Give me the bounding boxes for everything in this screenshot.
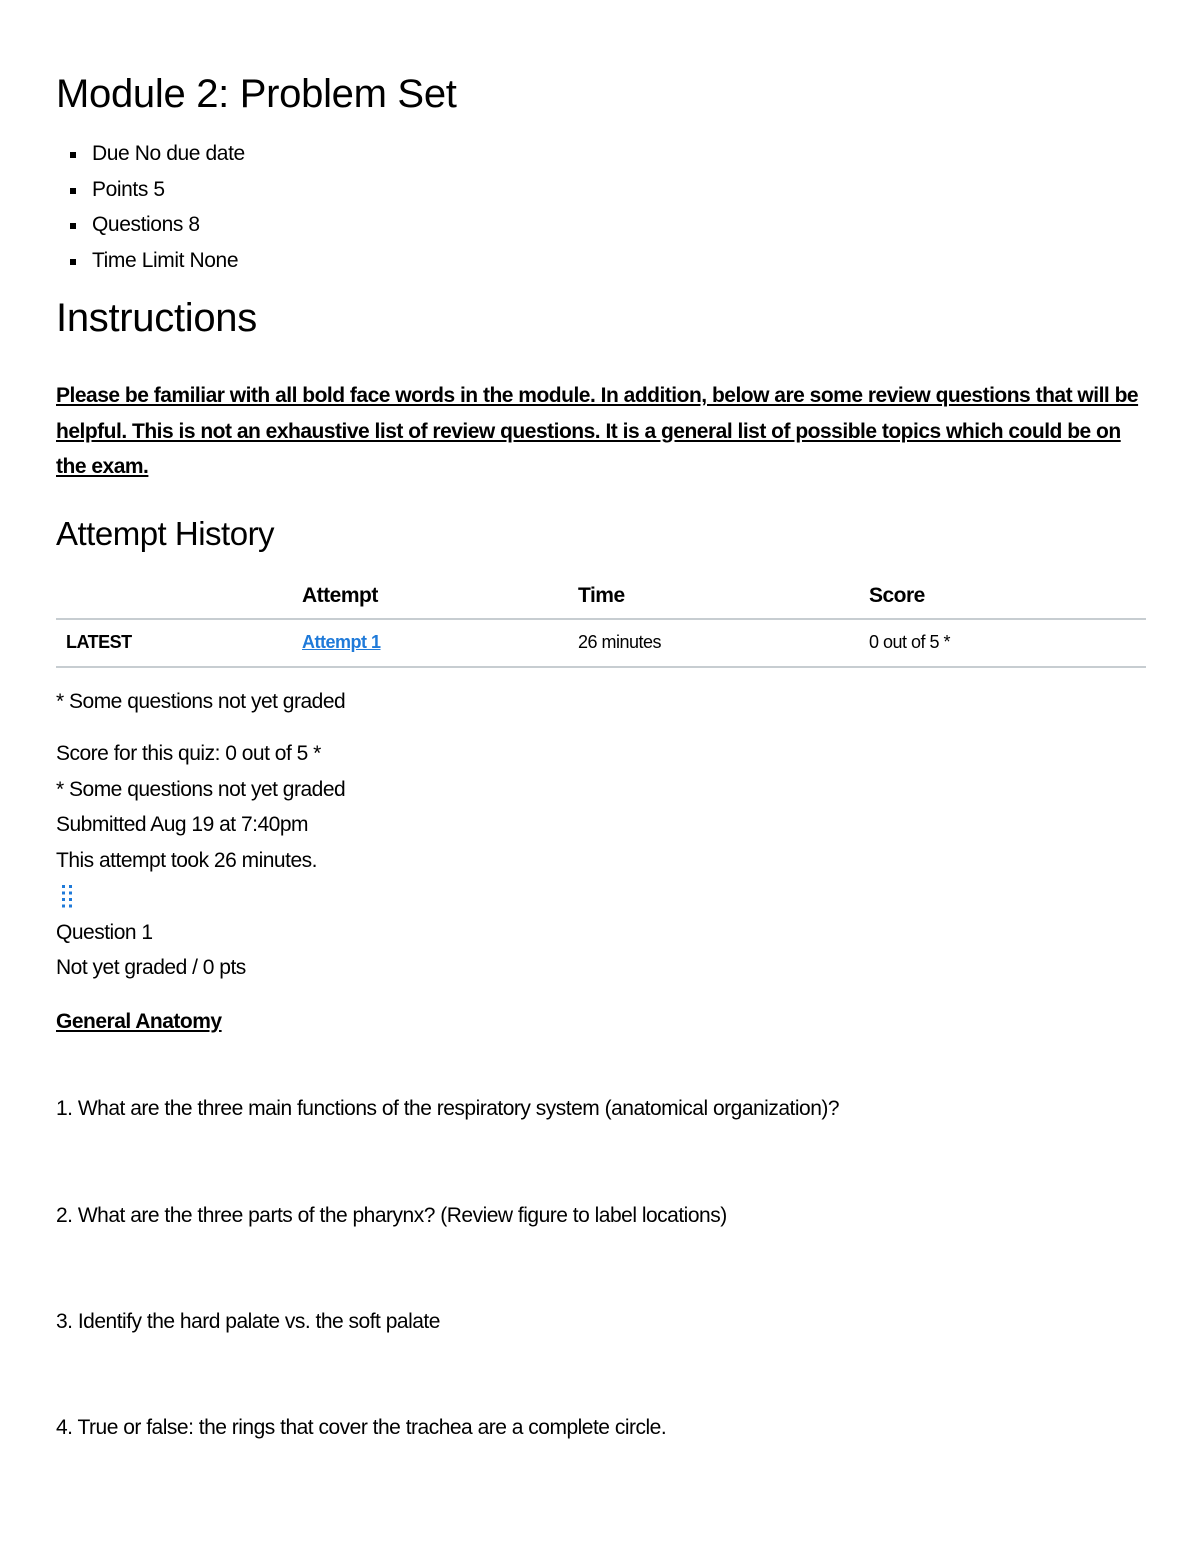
meta-questions-label: Questions xyxy=(92,213,183,236)
attempt-cell xyxy=(302,632,381,653)
question-item: 3. Identify the hard palate vs. the soft palate xyxy=(56,1310,440,1333)
table-header-row xyxy=(56,572,1146,620)
column-header-attempt: Attempt xyxy=(302,584,378,607)
section-title: General Anatomy xyxy=(56,1010,222,1033)
table-row xyxy=(56,620,1146,668)
question-item: 2. What are the three parts of the pharynx? (Review figure to label locations) xyxy=(56,1204,727,1227)
bullet-icon xyxy=(70,259,76,265)
meta-points-label: Points xyxy=(92,177,148,201)
column-header-score: Score xyxy=(869,584,925,607)
meta-points xyxy=(56,176,245,212)
submitted-time: Submitted Aug 19 at 7:40pm xyxy=(56,813,309,836)
quiz-score: Score for this quiz: 0 out of 5 * xyxy=(56,742,321,765)
quiz-meta-list xyxy=(56,140,245,282)
ungraded-note: * Some questions not yet graded xyxy=(56,690,346,713)
score-cell: 0 out of 5 * xyxy=(869,632,951,652)
meta-questions-value: 8 xyxy=(188,213,200,236)
attempt-duration: This attempt took 26 minutes. xyxy=(56,849,317,872)
meta-due xyxy=(56,140,245,176)
column-header-time: Time xyxy=(578,584,625,607)
instructions-text: Please be familiar with all bold face words in the module. In addition, below are some review questions that will be helpful. This is not an exhaustive list of review questions. It is a general list of possible topics which could be on the exam. xyxy=(56,384,1139,478)
meta-questions xyxy=(56,211,245,247)
bullet-icon xyxy=(70,152,76,158)
meta-points-value: 5 xyxy=(153,177,165,201)
bullet-icon xyxy=(70,223,76,229)
question-status: Not yet graded / 0 pts xyxy=(56,956,246,979)
attempt-history-table xyxy=(56,572,1146,668)
bullet-icon xyxy=(70,188,76,194)
attempt-1-link[interactable]: Attempt 1 xyxy=(302,632,381,652)
attempt-history-heading: Attempt History xyxy=(56,515,275,552)
meta-time-limit-label: Time Limit xyxy=(92,248,185,272)
question-title: Question 1 xyxy=(56,921,153,944)
drag-handle-icon[interactable] xyxy=(61,884,75,910)
instructions-heading: Instructions xyxy=(56,296,257,340)
question-item: 1. What are the three main functions of the respiratory system (anatomical organization)? xyxy=(56,1097,840,1120)
meta-time-limit-value: None xyxy=(189,248,239,272)
question-item: 4. True or false: the rings that cover the trachea are a complete circle. xyxy=(56,1416,667,1439)
meta-time-limit xyxy=(56,247,245,283)
page-title: Module 2: Problem Set xyxy=(56,72,457,116)
ungraded-note-2: * Some questions not yet graded xyxy=(56,778,346,801)
latest-badge: LATEST xyxy=(66,632,132,652)
meta-due-value: No due date xyxy=(134,142,245,165)
time-cell: 26 minutes xyxy=(578,632,662,652)
meta-due-label: Due xyxy=(92,142,130,165)
